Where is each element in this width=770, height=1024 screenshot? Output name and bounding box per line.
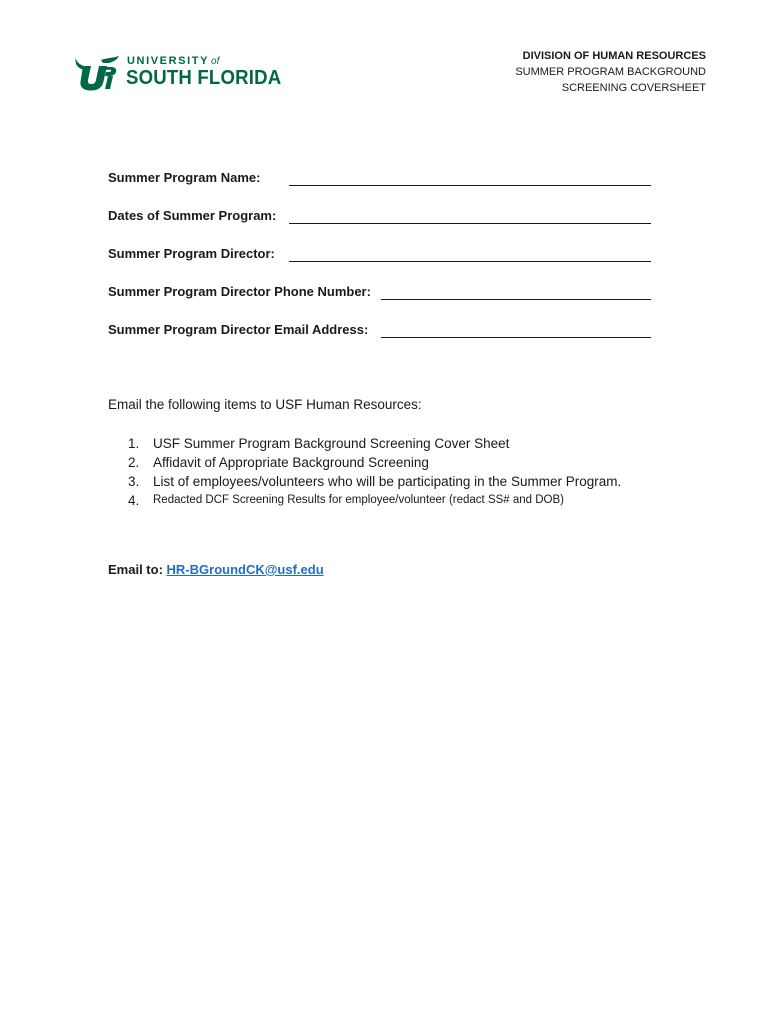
email-to-label: Email to: [108,562,163,577]
program-name-label: Summer Program Name: [108,170,261,185]
program-dates-label: Dates of Summer Program: [108,208,277,223]
usf-bull-logo-icon [73,54,121,92]
director-email-label: Summer Program Director Email Address: [108,322,369,337]
required-items-list [128,434,621,510]
list-item-text: USF Summer Program Background Screening Cover Sheet [153,436,510,451]
logo-south-florida-text: SOUTH FLORIDA [126,67,282,89]
logo-university-word: UNIVERSITY [127,55,210,67]
list-item-text: Redacted DCF Screening Results for employee/volunteer (redact SS# and DOB) [153,494,565,506]
division-title: DIVISION OF HUMAN RESOURCES [522,50,706,62]
list-item-number: 4. [128,493,140,508]
program-name-field[interactable] [289,185,651,186]
email-address-link[interactable]: HR-BGroundCK@usf.edu [166,562,324,577]
list-item [128,491,621,510]
program-dates-field[interactable] [289,223,651,224]
list-item [128,472,621,491]
list-item-text: List of employees/volunteers who will be participating in the Summer Program. [153,474,622,489]
logo-of-word: of [211,56,220,67]
instructions-intro: Email the following items to USF Human Resources: [108,397,422,412]
director-phone-label: Summer Program Director Phone Number: [108,284,371,299]
usf-logo [73,54,293,96]
list-item [128,453,621,472]
director-email-field[interactable] [381,337,651,338]
document-title-line-1: SUMMER PROGRAM BACKGROUND [515,66,706,78]
director-phone-field[interactable] [381,299,651,300]
list-item-number: 1. [128,436,140,451]
logo-university-text [127,55,219,67]
program-director-label: Summer Program Director: [108,246,275,261]
list-item-text: Affidavit of Appropriate Background Screening [153,455,429,470]
email-to-line [108,562,324,577]
list-item-number: 2. [128,455,140,470]
list-item-number: 3. [128,474,140,489]
program-director-field[interactable] [289,261,651,262]
document-header [515,48,706,96]
document-title-line-2: SCREENING COVERSHEET [561,82,706,94]
list-item [128,434,621,453]
